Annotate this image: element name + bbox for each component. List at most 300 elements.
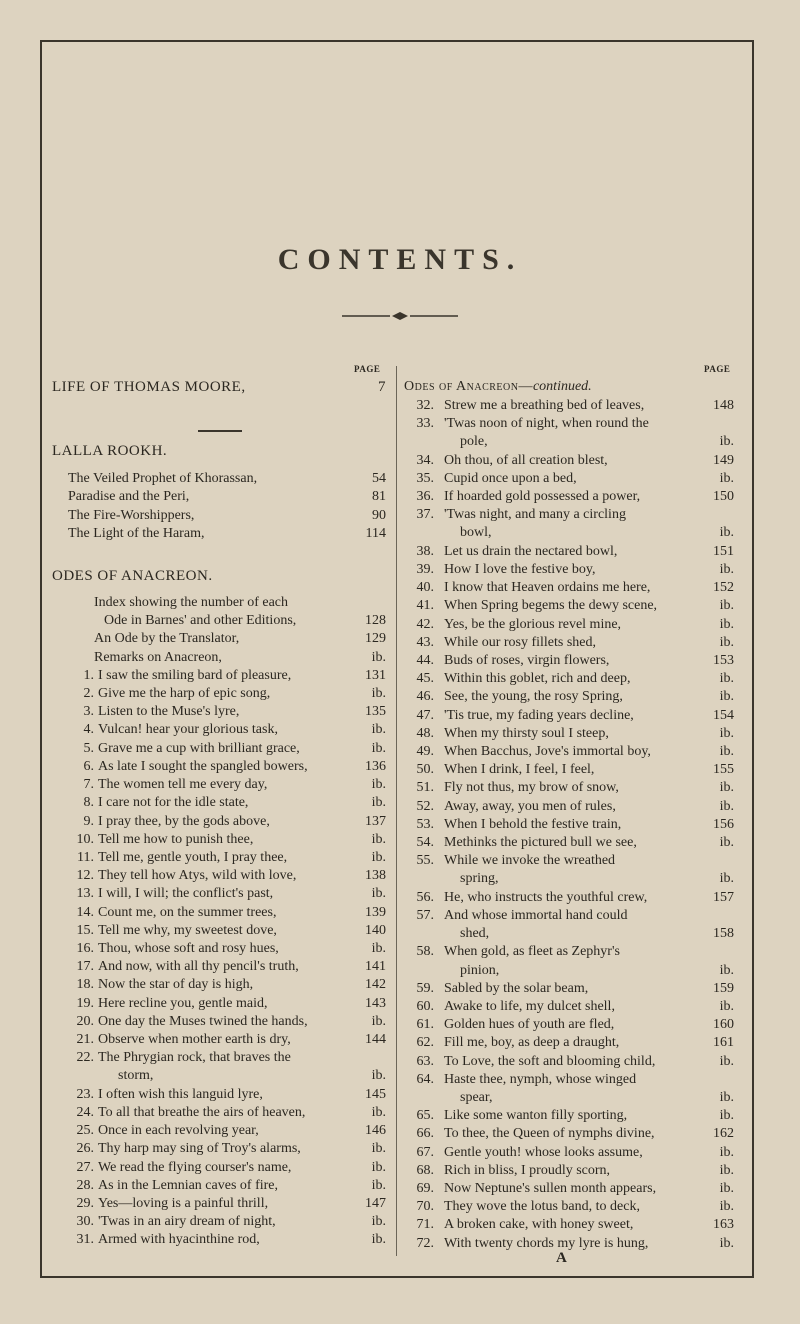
entry-page: ib. xyxy=(719,1053,734,1069)
ode-entry xyxy=(404,834,734,852)
entry-title: They wove the lotus band, to deck, xyxy=(444,1199,640,1215)
entry-number: 4. xyxy=(83,722,94,738)
ode-entry xyxy=(52,667,386,685)
entry-title: Tell me why, my sweetest dove, xyxy=(98,922,277,938)
entry-number: 22. xyxy=(76,1050,94,1066)
ode-entry xyxy=(404,1180,734,1198)
ode-entry xyxy=(404,761,734,779)
odes-intro-entry xyxy=(52,649,386,667)
entry-title: See, the young, the rosy Spring, xyxy=(444,689,623,705)
entry-title: When I drink, I feel, I feel, xyxy=(444,762,595,778)
entry-number: 51. xyxy=(416,780,434,796)
ode-entry xyxy=(404,1107,734,1125)
ode-entry xyxy=(404,1016,734,1034)
entry-title: We read the flying courser's name, xyxy=(98,1159,292,1175)
entry-page: 146 xyxy=(365,1123,386,1139)
ode-entry xyxy=(52,813,386,831)
entry-title: Within this goblet, rich and deep, xyxy=(444,671,631,687)
ode-entry xyxy=(52,904,386,922)
entry-number: 6. xyxy=(83,758,94,774)
ode-entry xyxy=(404,397,734,415)
entry-title: spring, xyxy=(460,871,499,887)
ode-entry xyxy=(404,980,734,998)
entry-title: Let us drain the nectared bowl, xyxy=(444,543,618,559)
entry-number: 25. xyxy=(76,1123,94,1139)
ode-entry xyxy=(52,976,386,994)
entry-title: Strew me a breathing bed of leaves, xyxy=(444,398,645,413)
ode-entry xyxy=(52,1159,386,1177)
entry-number: 61. xyxy=(416,1017,434,1033)
entry-title: I often wish this languid lyre, xyxy=(98,1086,263,1102)
ode-entry xyxy=(404,670,734,688)
entry-page: ib. xyxy=(719,470,734,486)
entry-number: 19. xyxy=(76,995,94,1011)
entry-number: 17. xyxy=(76,959,94,975)
entry-title: He, who instructs the youthful crew, xyxy=(444,889,648,905)
signature-mark: A xyxy=(556,1250,567,1266)
entry-title: storm, xyxy=(118,1068,154,1084)
entry-page: ib. xyxy=(719,725,734,741)
entry-title: One day the Muses twined the hands, xyxy=(98,1013,308,1029)
entry-number: 7. xyxy=(83,777,94,793)
entry-page: ib. xyxy=(719,1108,734,1124)
entry-title: They tell how Atys, wild with love, xyxy=(98,868,297,884)
entry-number: 67. xyxy=(416,1144,434,1160)
entry-title: Oh thou, of all creation blest, xyxy=(444,452,608,468)
ode-entry xyxy=(52,958,386,976)
entry-title: A broken cake, with honey sweet, xyxy=(444,1217,634,1233)
entry-page: 147 xyxy=(365,1195,386,1211)
entry-page: ib. xyxy=(719,634,734,650)
entry-page: ib. xyxy=(719,1181,734,1197)
entry-page: ib. xyxy=(371,795,386,811)
entry-page: 158 xyxy=(713,926,734,942)
entry-number: 1. xyxy=(83,667,94,683)
entry-page: ib. xyxy=(371,1013,386,1029)
entry-number: 38. xyxy=(416,543,434,559)
page-title: CONTENTS. xyxy=(277,243,523,276)
entry-page: ib. xyxy=(719,616,734,632)
entry-title: I care not for the idle state, xyxy=(98,795,249,811)
entry-title: And whose immortal hand could xyxy=(444,907,628,923)
entry-number: 14. xyxy=(76,904,94,920)
entry-page: 151 xyxy=(713,543,734,559)
entry-page: 154 xyxy=(713,707,734,723)
ode-entry xyxy=(404,1144,734,1162)
ode-entry xyxy=(52,922,386,940)
entry-title: ODES OF ANACREON. xyxy=(52,568,213,584)
entry-number: 35. xyxy=(416,470,434,486)
entry-title: Sabled by the solar beam, xyxy=(444,980,589,996)
entry-page: ib. xyxy=(371,1159,386,1175)
entry-page: 163 xyxy=(713,1217,734,1233)
entry-page: 150 xyxy=(713,489,734,505)
entry-number: 71. xyxy=(416,1217,434,1233)
entry-page: 159 xyxy=(713,980,734,996)
entry-number: 50. xyxy=(416,762,434,778)
ode-entry xyxy=(52,1213,386,1231)
entry-page: 155 xyxy=(713,762,734,778)
entry-title: Vulcan! hear your glorious task, xyxy=(98,722,278,738)
ode-entry xyxy=(404,816,734,834)
ode-entry xyxy=(404,488,734,506)
entry-page: ib. xyxy=(719,1235,734,1251)
page-label-left: PAGE xyxy=(354,364,381,374)
entry-number: 62. xyxy=(416,1035,434,1051)
entry-title: While our rosy fillets shed, xyxy=(444,634,597,650)
entry-page: 160 xyxy=(713,1017,734,1033)
ode-entry xyxy=(52,1104,386,1122)
ode-entry xyxy=(404,561,734,579)
lalla-rookh-entry xyxy=(52,507,386,525)
entry-title: Tell me, gentle youth, I pray thee, xyxy=(98,849,288,865)
entry-title: Away, away, you men of rules, xyxy=(444,798,616,814)
entry-number: 20. xyxy=(76,1013,94,1029)
entry-page: ib. xyxy=(719,798,734,814)
entry-title: I will, I will; the conflict's past, xyxy=(98,886,274,902)
entry-title: Awake to life, my dulcet shell, xyxy=(444,998,615,1014)
ode-entry xyxy=(52,776,386,794)
ode-entry xyxy=(404,798,734,816)
entry-title: Now the star of day is high, xyxy=(98,977,254,993)
entry-title: Yes, be the glorious revel mine, xyxy=(444,616,622,632)
ode-entry xyxy=(52,1067,386,1085)
ode-entry xyxy=(404,998,734,1016)
odes-intro-entry xyxy=(52,594,386,612)
entry-title: An Ode by the Translator, xyxy=(94,631,240,647)
ode-entry xyxy=(52,703,386,721)
ode-entry xyxy=(52,685,386,703)
entry-number: 24. xyxy=(76,1104,94,1120)
ode-entry xyxy=(52,740,386,758)
page-label-right: PAGE xyxy=(704,364,731,374)
entry-page: ib. xyxy=(719,743,734,759)
entry-number: 40. xyxy=(416,580,434,596)
entry-number: 31. xyxy=(76,1232,94,1248)
entry-title: 'Twas in an airy dream of night, xyxy=(98,1214,276,1230)
entry-title: To thee, the Queen of nymphs divine, xyxy=(444,1126,655,1142)
entry-page: 137 xyxy=(365,813,386,829)
entry-page: 81 xyxy=(372,489,386,505)
entry-page: ib. xyxy=(719,1199,734,1215)
entry-page: 153 xyxy=(713,652,734,668)
ode-entry xyxy=(404,1053,734,1071)
entry-page: 139 xyxy=(365,904,386,920)
entry-number: 47. xyxy=(416,707,434,723)
entry-page: ib. xyxy=(371,940,386,956)
entry-title: Index showing the number of each xyxy=(94,595,288,610)
entry-number: 43. xyxy=(416,634,434,650)
ode-entry xyxy=(404,889,734,907)
ode-entry xyxy=(404,1071,734,1089)
entry-page: 142 xyxy=(365,977,386,993)
entry-title: As in the Lemnian caves of fire, xyxy=(98,1177,278,1193)
entry-page: ib. xyxy=(371,1104,386,1120)
entry-page: ib. xyxy=(719,434,734,450)
entry-number: 70. xyxy=(416,1199,434,1215)
entry-number: 37. xyxy=(416,507,434,523)
entry-title: shed, xyxy=(460,926,490,942)
life-entry xyxy=(52,378,386,396)
entry-page: ib. xyxy=(719,780,734,796)
lalla-rookh-entry xyxy=(52,525,386,543)
entry-number: 60. xyxy=(416,998,434,1014)
entry-number: 48. xyxy=(416,725,434,741)
ode-entry xyxy=(52,1195,386,1213)
entry-page: 135 xyxy=(365,704,386,720)
ode-entry xyxy=(404,1235,734,1253)
ode-entry xyxy=(52,831,386,849)
entry-number: 10. xyxy=(76,831,94,847)
ode-entry xyxy=(404,616,734,634)
entry-page: ib. xyxy=(371,722,386,738)
entry-page: 129 xyxy=(365,631,386,647)
entry-title: Grave me a cup with brilliant grace, xyxy=(98,740,300,756)
ode-entry xyxy=(404,1198,734,1216)
entry-title: The Light of the Haram, xyxy=(68,525,205,541)
entry-number: 64. xyxy=(416,1071,434,1087)
ode-entry xyxy=(404,433,734,451)
ode-entry xyxy=(404,1089,734,1107)
entry-page: ib. xyxy=(719,1144,734,1160)
ode-entry xyxy=(52,1049,386,1067)
entry-title: Once in each revolving year, xyxy=(98,1123,259,1139)
ode-entry xyxy=(404,743,734,761)
entry-number: 54. xyxy=(416,835,434,851)
entry-title: Count me, on the summer trees, xyxy=(98,904,277,920)
entry-title: Rich in bliss, I proudly scorn, xyxy=(444,1162,611,1178)
entry-number: 36. xyxy=(416,489,434,505)
entry-number: 18. xyxy=(76,977,94,993)
entry-title: The Fire-Worshippers, xyxy=(68,507,195,523)
entry-number: 16. xyxy=(76,940,94,956)
ode-entry xyxy=(52,758,386,776)
ode-entry xyxy=(52,794,386,812)
entry-title: spear, xyxy=(460,1089,493,1105)
entry-title: Golden hues of youth are fled, xyxy=(444,1017,615,1033)
entry-page: ib. xyxy=(371,831,386,847)
section-rule xyxy=(198,430,242,432)
ode-entry xyxy=(404,506,734,524)
entry-title: When Spring begems the dewy scene, xyxy=(444,598,658,614)
entry-number: 52. xyxy=(416,798,434,814)
ode-entry xyxy=(404,1034,734,1052)
lalla-rookh-entry xyxy=(52,470,386,488)
entry-title: Remarks on Anacreon, xyxy=(94,649,222,665)
entry-number: 63. xyxy=(416,1053,434,1069)
ode-entry xyxy=(404,524,734,542)
entry-title: When Bacchus, Jove's immortal boy, xyxy=(444,743,651,759)
odes-intro-entry xyxy=(52,630,386,648)
entry-page: ib. xyxy=(371,740,386,756)
lalla-rookh-heading xyxy=(52,442,386,460)
entry-title: With twenty chords my lyre is hung, xyxy=(444,1235,649,1251)
entry-title: 'Twas night, and many a circling xyxy=(444,507,626,523)
ode-entry xyxy=(52,940,386,958)
entry-title: Gentle youth! whose looks assume, xyxy=(444,1144,643,1160)
ode-entry xyxy=(404,725,734,743)
entry-number: 57. xyxy=(416,907,434,923)
entry-page: 136 xyxy=(365,758,386,774)
entry-page: 54 xyxy=(372,471,386,486)
entry-page: 148 xyxy=(713,398,734,413)
entry-number: 15. xyxy=(76,922,94,938)
entry-page: ib. xyxy=(719,561,734,577)
entry-number: 58. xyxy=(416,944,434,960)
entry-page: 128 xyxy=(365,613,386,629)
ode-entry xyxy=(52,1231,386,1249)
entry-page: 140 xyxy=(365,922,386,938)
entry-number: 45. xyxy=(416,671,434,687)
entry-title: Buds of roses, virgin flowers, xyxy=(444,652,610,668)
entry-page: 90 xyxy=(372,507,386,523)
entry-title: When I behold the festive train, xyxy=(444,816,622,832)
ode-entry xyxy=(404,943,734,961)
entry-title: Thou, whose soft and rosy hues, xyxy=(98,940,279,956)
entry-number: 44. xyxy=(416,652,434,668)
entry-title: pole, xyxy=(460,434,488,450)
entry-number: 21. xyxy=(76,1032,94,1048)
entry-page: ib. xyxy=(719,1162,734,1178)
entry-page: 138 xyxy=(365,868,386,884)
ornament-divider xyxy=(340,309,460,323)
entry-title: pinion, xyxy=(460,962,500,978)
entry-title: When my thirsty soul I steep, xyxy=(444,725,609,741)
ode-entry xyxy=(52,1031,386,1049)
entry-page: ib. xyxy=(719,671,734,687)
entry-title: 'Twas noon of night, when round the xyxy=(444,416,649,432)
odes-continued-heading xyxy=(404,378,734,396)
entry-page: 162 xyxy=(713,1126,734,1142)
ode-entry xyxy=(404,1162,734,1180)
entry-page: ib. xyxy=(371,649,386,665)
entry-title: I pray thee, by the gods above, xyxy=(98,813,270,829)
entry-number: 8. xyxy=(83,795,94,811)
ode-entry xyxy=(404,1216,734,1234)
entry-number: 3. xyxy=(83,704,94,720)
entry-page: 149 xyxy=(713,452,734,468)
ode-entry xyxy=(404,634,734,652)
ode-entry xyxy=(52,995,386,1013)
ode-entry xyxy=(52,1086,386,1104)
entry-number: 53. xyxy=(416,816,434,832)
ode-entry xyxy=(404,688,734,706)
entry-page: 156 xyxy=(713,816,734,832)
entry-number: 68. xyxy=(416,1162,434,1178)
entry-page: 161 xyxy=(713,1035,734,1051)
ode-entry xyxy=(404,962,734,980)
entry-page: ib. xyxy=(371,1177,386,1193)
entry-title: The women tell me every day, xyxy=(98,777,268,793)
entry-title: LIFE OF THOMAS MOORE, xyxy=(52,379,246,395)
entry-number: 30. xyxy=(76,1214,94,1230)
entry-title: As late I sought the spangled bowers, xyxy=(98,758,308,774)
entry-page: ib. xyxy=(371,1232,386,1248)
entry-number: 28. xyxy=(76,1177,94,1193)
entry-title: When gold, as fleet as Zephyr's xyxy=(444,944,620,960)
entry-number: 27. xyxy=(76,1159,94,1175)
ode-entry xyxy=(404,543,734,561)
entry-title: bowl, xyxy=(460,525,492,541)
odes-intro-entry xyxy=(52,612,386,630)
ode-entry xyxy=(404,652,734,670)
entry-title: Haste thee, nymph, whose winged xyxy=(444,1071,637,1087)
ode-entry xyxy=(52,885,386,903)
entry-number: 46. xyxy=(416,689,434,705)
entry-page: ib. xyxy=(719,835,734,851)
entry-page: 143 xyxy=(365,995,386,1011)
entry-title: To Love, the soft and blooming child, xyxy=(444,1053,656,1069)
entry-page: ib. xyxy=(719,598,734,614)
entry-page: ib. xyxy=(719,525,734,541)
ode-entry xyxy=(404,1125,734,1143)
ode-entry xyxy=(404,870,734,888)
ode-entry xyxy=(404,470,734,488)
entry-page: ib. xyxy=(719,689,734,705)
entry-number: 12. xyxy=(76,868,94,884)
entry-page: ib. xyxy=(719,1089,734,1105)
entry-page: ib. xyxy=(719,998,734,1014)
entry-title: Listen to the Muse's lyre, xyxy=(98,704,240,720)
entry-page: ib. xyxy=(371,777,386,793)
ode-entry xyxy=(404,907,734,925)
ode-entry xyxy=(404,925,734,943)
entry-title: I saw the smiling bard of pleasure, xyxy=(98,667,292,683)
entry-title: Fly not thus, my brow of snow, xyxy=(444,780,619,796)
entry-number: 42. xyxy=(416,616,434,632)
entry-number: 56. xyxy=(416,889,434,905)
ode-entry xyxy=(52,1122,386,1140)
entry-title: Fill me, boy, as deep a draught, xyxy=(444,1035,620,1051)
entry-title: 'Tis true, my fading years decline, xyxy=(444,707,634,723)
entry-number: 33. xyxy=(416,416,434,432)
entry-number: 11. xyxy=(77,849,94,865)
entry-number: 26. xyxy=(76,1141,94,1157)
entry-title: The Veiled Prophet of Khorassan, xyxy=(68,471,258,486)
entry-page: ib. xyxy=(371,849,386,865)
ode-entry xyxy=(52,849,386,867)
entry-page: 145 xyxy=(365,1086,386,1102)
entry-title: Paradise and the Peri, xyxy=(68,489,190,505)
entry-number: 13. xyxy=(76,886,94,902)
entry-page: 157 xyxy=(713,889,734,905)
entry-page: 144 xyxy=(365,1032,386,1048)
entry-page: ib. xyxy=(371,886,386,902)
entry-title: Ode in Barnes' and other Editions, xyxy=(104,613,297,629)
entry-title: Now Neptune's sullen month appears, xyxy=(444,1181,657,1197)
entry-number: 34. xyxy=(416,452,434,468)
entry-page: ib. xyxy=(371,1214,386,1230)
ode-entry xyxy=(52,721,386,739)
entry-title: Tell me how to punish thee, xyxy=(98,831,254,847)
entry-page: ib. xyxy=(719,962,734,978)
entry-number: 55. xyxy=(416,853,434,869)
ode-entry xyxy=(52,867,386,885)
entry-number: 66. xyxy=(416,1126,434,1142)
entry-number: 23. xyxy=(76,1086,94,1102)
entry-number: 5. xyxy=(83,740,94,756)
lalla-rookh-entry xyxy=(52,488,386,506)
entry-title: Yes—loving is a painful thrill, xyxy=(98,1195,269,1211)
column-divider xyxy=(396,366,397,1256)
entry-title: And now, with all thy pencil's truth, xyxy=(98,959,299,975)
entry-page: ib. xyxy=(371,686,386,702)
entry-title: Cupid once upon a bed, xyxy=(444,470,577,486)
odes-heading xyxy=(52,567,386,585)
ode-entry xyxy=(404,452,734,470)
entry-number: 39. xyxy=(416,561,434,577)
entry-title: LALLA ROOKH. xyxy=(52,443,168,459)
